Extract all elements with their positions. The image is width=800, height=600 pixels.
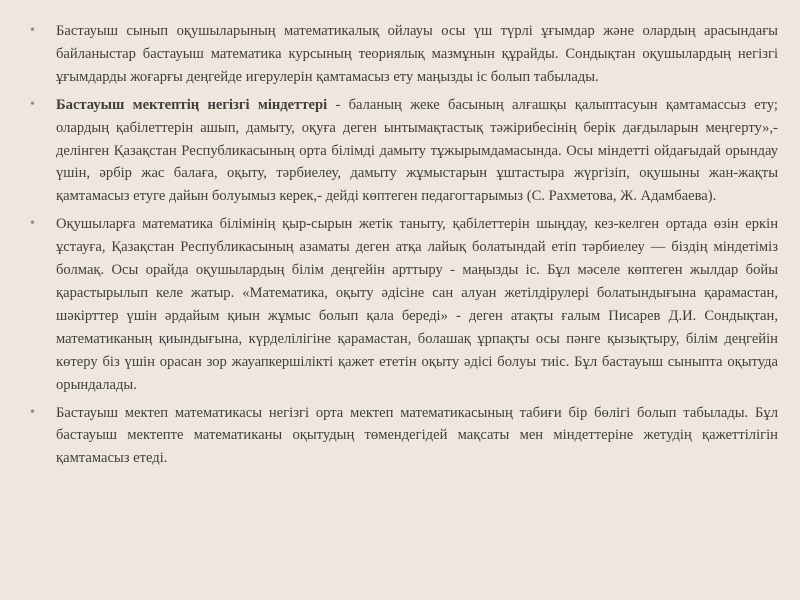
bullet-item-4 [22, 402, 778, 471]
paragraph-bold-lead: Бастауыш мектептің негізгі міндеттері [56, 96, 328, 113]
bullet-item-2 [22, 94, 778, 209]
bullet-marker: • [30, 96, 35, 112]
bullet-item-1 [22, 20, 778, 89]
bullet-marker: • [30, 216, 35, 232]
bullet-list [22, 20, 778, 470]
paragraph-text: Оқушыларға математика білімінің қыр-сырын жетік таныту, қабілеттерін шыңдау, кез-келген ортада өзін еркін ұстауға, Қазақстан Республикасының азаматы деген атқа лайық болатындай етіп тәрбиелеу — біздің міндетіміз болмақ. Осы орайда оқушылардың білім деңгейін арттыру - маңызды іс. Бұл мәселе көптеген жылдар бойы қарастырылып келе жатыр. «Математика, оқыту әдісіне сан алуан жетілдірулері болатындығына қарамастан, шәкірттер үшін әрдайым қиын жұмыс болып қала береді» - деген атақты ғалым Писарев Д.И. Сондықтан, математиканың қиындығына, күрделілігіне қарамастан, болашақ ұрпақты осы пәнге қызықтыру, білім деңгейін көтеру біз үшін орасан зор жауапкершілікті қажет ететін оқыту әдісі болуы тиіс. Бұл бастауыш сыныпта оқытуда орындалады. [56, 216, 778, 393]
paragraph-text: Бастауыш сынып оқушыларының математикалық ойлауы осы үш түрлі ұғымдар және олардың арасындағы байланыстар бастауыш математика курсының теориялық мазмұнын құрайды. Сондықтан оқушылардың негізгі ұғымдарды жоғарғы деңгейде игерулерін қамтамасыз ету маңызды іс болып табылады. [56, 23, 778, 85]
bullet-marker: • [30, 23, 35, 38]
paragraph-text: - баланың жеке басының алғашқы қалыптасуын қамтамассыз ету; олардың қабілеттерін ашып, дамыту, оқуға деген ынтымақтастық тәжірибесінің берік дағдыларын меңгерту»,- делінген Қазақстан Республикасының орта білімді дамыту тұжырымдамасында. Осы міндетті ойдағыдай орындау үшін, әрбір жас балаға, оқыту, тәрбиелеу, дамыту жұмыстарын ұштастыра жүргізіп, оқушыны жан-жақты қамтамасыз етуге дайын болуымыз керек,- дейді көптеген педагогтарымыз (С. Рахметова, Ж. Адамбаева). [56, 96, 778, 205]
paragraph-text: Бастауыш мектеп математикасы негізгі орта мектеп математикасының табиғи бір бөлігі болып табылады. Бұл бастауыш мектепте математиканы оқытудың төмендегідей мақсаты мен міндеттеріне жетудің қажеттілігін қамтамасыз етеді. [56, 404, 778, 467]
bullet-marker: • [30, 404, 35, 420]
bullet-item-3 [22, 213, 778, 396]
